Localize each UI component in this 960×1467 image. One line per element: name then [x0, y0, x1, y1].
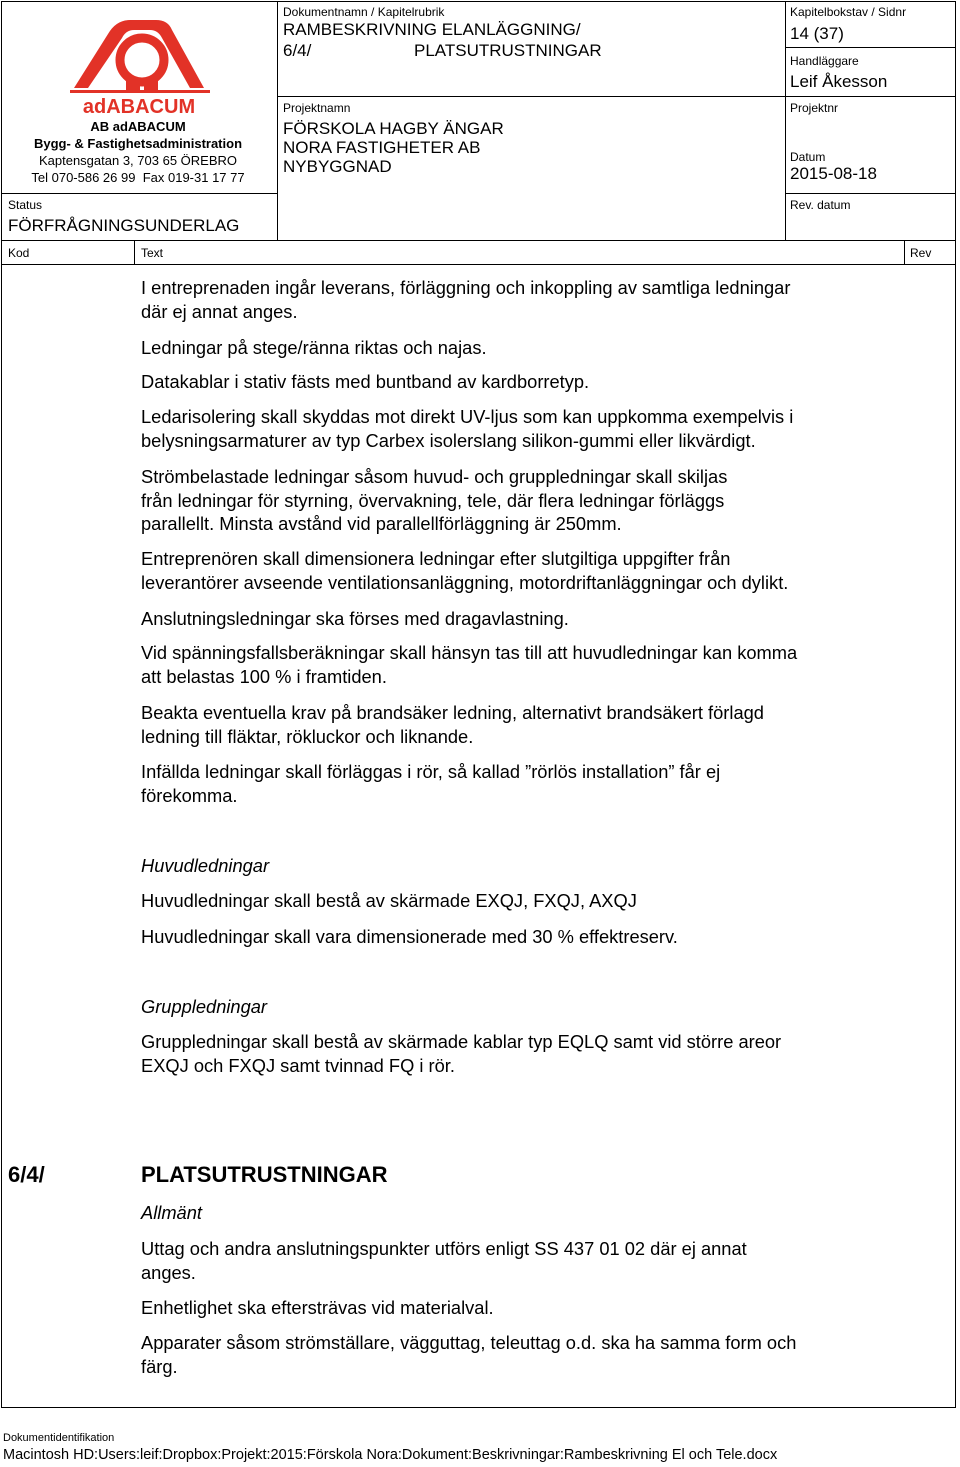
paragraph-dimensionera: Entreprenören skall dimensionera ledningar efter slutgiltiga uppgifter från leverantörer avseende ventilationsanläggning, motordriftanläggningar och dylikt. — [141, 548, 789, 593]
logo-divider — [277, 1, 278, 241]
rev-column-header: Rev — [910, 246, 932, 260]
heading-huvudledningar: Huvudledningar — [141, 855, 270, 876]
date-label: Datum — [790, 150, 826, 164]
handler-label: Handläggare — [790, 54, 859, 68]
header-bottom-line — [1, 240, 956, 241]
status-divider — [1, 193, 277, 194]
company-subtitle: Bygg- & Fastighetsadministration — [33, 136, 243, 151]
paragraph-ledarisolering: Ledarisolering skall skyddas mot direkt UV-ljus som kan uppkomma exempelvis i belysningsarmaturer av typ Carbex isolerslang silikon-gummi eller likvärdigt. — [141, 406, 794, 451]
paragraph-grupp: Gruppledningar skall bestå av skärmade kablar typ EQLQ samt vid större areor EXQJ och FXQJ samt tvinnad FQ i rör. — [141, 1031, 782, 1076]
paragraph-uttag: Uttag och andra anslutningspunkter utförs enligt SS 437 01 02 där ej annat anges. — [141, 1238, 747, 1283]
doc-name: RAMBESKRIVNING ELANLÄGGNING/ — [283, 20, 581, 39]
company-name: AB adABACUM — [90, 119, 186, 134]
kod-divider — [134, 241, 135, 265]
company-contact: Tel 070-586 26 99 Fax 019-31 17 77 — [31, 170, 245, 185]
project-line-3: NYBYGGNAD — [283, 157, 392, 176]
rev-divider — [904, 241, 905, 265]
footer-label: Dokumentidentifikation — [3, 1432, 115, 1444]
meta-divider — [785, 1, 786, 241]
paragraph-infallda: Infällda ledningar skall förläggas i rör, så kallad ”rörlös installation” får ej förekomma. — [141, 761, 721, 806]
revdate-label: Rev. datum — [790, 198, 851, 212]
text-column-header: Text — [141, 246, 164, 260]
page-value: 14 (37) — [790, 24, 844, 43]
paragraph-leverans: I entreprenaden ingår leverans, förläggning och inkoppling av samtliga ledningar där ej annat anges. — [141, 277, 791, 322]
doc-label: Dokumentnamn / Kapitelrubrik — [283, 5, 445, 19]
revdate-divider — [785, 193, 956, 194]
project-line-1: FÖRSKOLA HAGBY ÄNGAR — [283, 119, 504, 138]
paragraph-dragavlastning: Anslutningsledningar ska förses med dragavlastning. — [141, 608, 569, 629]
section-title: PLATSUTRUSTNINGAR — [141, 1162, 388, 1187]
status-label: Status — [8, 198, 43, 212]
doc-chapter-num: 6/4/ — [283, 41, 312, 60]
section-number: 6/4/ — [8, 1162, 45, 1187]
svg-text:adABACUM: adABACUM — [82, 96, 196, 118]
paragraph-spanningsfall: Vid spänningsfallsberäkningar skall hänsyn tas till att huvudledningar kan komma att belastas 100 % i framtiden. — [141, 642, 798, 687]
heading-gruppledningar: Gruppledningar — [141, 996, 268, 1017]
heading-allmant: Allmänt — [141, 1202, 202, 1223]
paragraph-strombelastade: Strömbelastade ledningar såsom huvud- och gruppledningar skall skiljas från ledningar för styrning, övervakning, tele, där flera ledningar förläggs parallellt. Minsta avstånd vid parallellförläggning är 250mm. — [141, 466, 728, 534]
paragraph-datakablar: Datakablar i stativ fästs med buntband av kardborretyp. — [141, 371, 590, 392]
projnr-label: Projektnr — [790, 101, 839, 115]
paragraph-huvud-skarmade: Huvudledningar skall bestå av skärmade EXQJ, FXQJ, AXQJ — [141, 890, 637, 911]
paragraph-stege: Ledningar på stege/ränna riktas och najas. — [141, 337, 487, 358]
handler-value: Leif Åkesson — [790, 72, 888, 91]
project-line-2: NORA FASTIGHETER AB — [283, 138, 481, 157]
paragraph-brandsaker: Beakta eventuella krav på brandsäker ledning, alternativt brandsäkert förlagd ledning till fläktar, rökluckor och liknande. — [141, 702, 764, 747]
company-block — [0, 118, 276, 186]
footer-path: Macintosh HD:Users:leif:Dropbox:Projekt:2015:Förskola Nora:Dokument:Beskrivningar:Rambeskrivning El och Tele.docx — [3, 1447, 778, 1463]
project-divider — [277, 96, 785, 97]
doc-chapter-title: PLATSUTRUSTNINGAR — [414, 41, 602, 60]
company-address: Kaptensgatan 3, 703 65 ÖREBRO — [38, 153, 237, 168]
page-label: Kapitelbokstav / Sidnr — [790, 5, 907, 19]
kod-column-header: Kod — [8, 246, 30, 260]
paragraph-enhetlighet: Enhetlighet ska eftersträvas vid materialval. — [141, 1297, 494, 1318]
page-divider — [785, 47, 956, 48]
paragraph-apparater: Apparater såsom strömställare, vägguttag, teleuttag o.d. ska ha samma form och färg. — [141, 1332, 797, 1377]
handler-divider — [785, 96, 956, 97]
project-label: Projektnamn — [283, 101, 351, 115]
abacum-logo-icon — [64, 12, 214, 120]
column-header-line — [1, 264, 956, 265]
date-value: 2015-08-18 — [790, 164, 877, 183]
paragraph-huvud-effektreserv: Huvudledningar skall vara dimensionerade med 30 % effektreserv. — [141, 926, 678, 947]
status-value: FÖRFRÅGNINGSUNDERLAG — [8, 216, 240, 235]
